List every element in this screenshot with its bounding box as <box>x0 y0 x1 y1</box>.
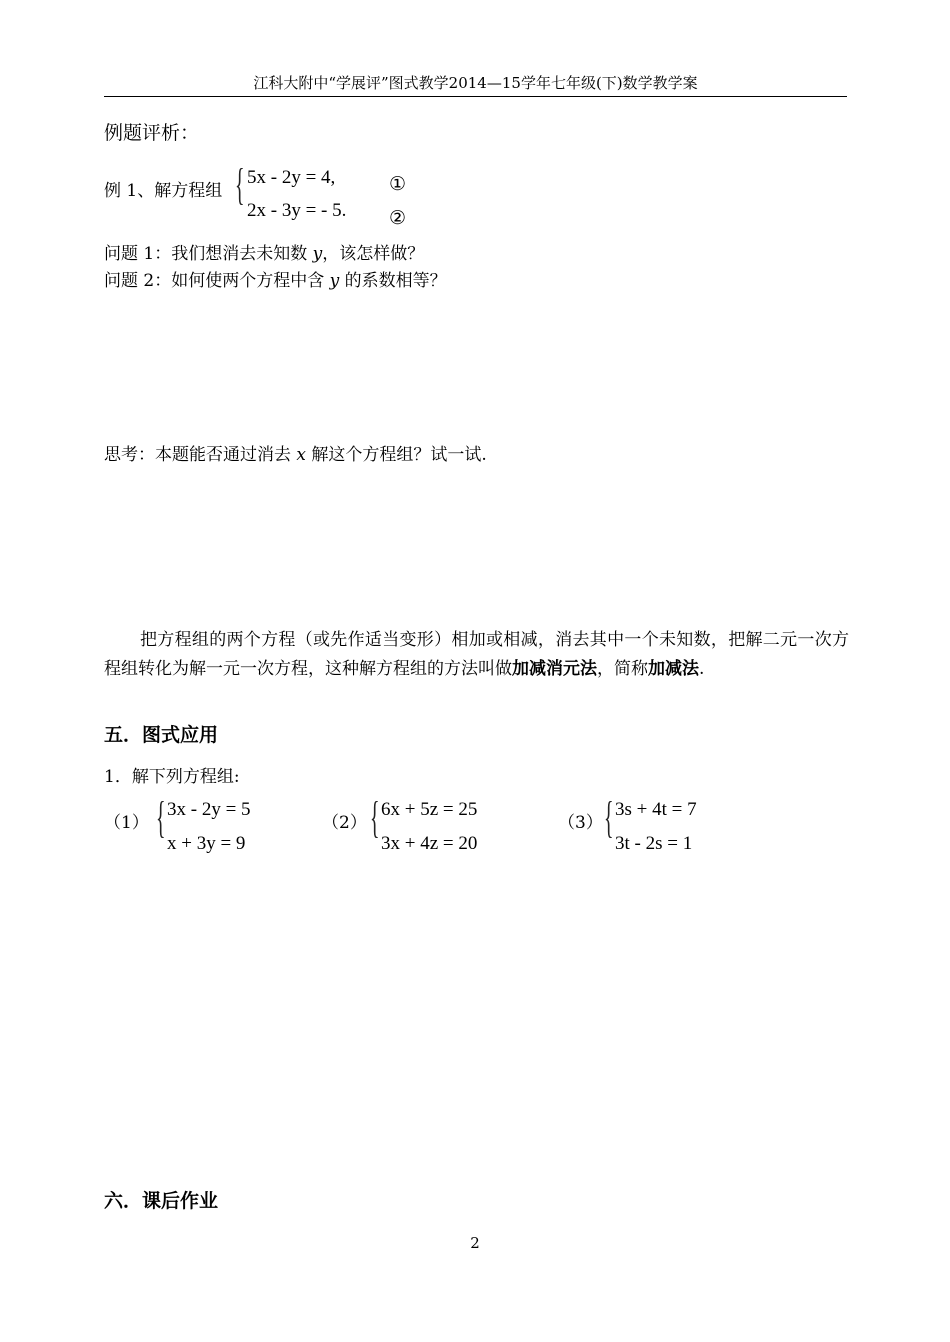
question-2-variable: y <box>329 271 340 291</box>
term-elimination-method: 加减消元法 <box>512 659 597 679</box>
think-variable: x <box>296 445 306 465</box>
section-5-heading: 五．图式应用 <box>104 724 219 746</box>
example-label: 例 1、解方程组 <box>104 181 223 201</box>
system-1-equation-1: 3x - 2y = 5 <box>167 799 251 820</box>
brace-icon: { <box>370 793 380 842</box>
question-1-prefix: 问题 1：我们想消去未知数 <box>104 244 313 264</box>
think-suffix: 解这个方程组？试一试. <box>306 445 487 465</box>
term-short-name: 加减法 <box>648 659 699 679</box>
system-3-label: （3） <box>558 813 603 833</box>
section-6-heading: 六．课后作业 <box>104 1190 219 1212</box>
page-header: 江科大附中“学展评”图式教学2014—15学年七年级(下)数学教学案 <box>253 74 698 92</box>
definition-text-3: . <box>699 659 705 679</box>
example-equation-2: 2x - 3y = - 5. <box>247 200 347 221</box>
system-3-equation-2: 3t - 2s = 1 <box>615 833 693 854</box>
question-1-variable: y <box>312 244 323 264</box>
page-number: 2 <box>470 1234 480 1252</box>
question-1-suffix: ，该怎样做？ <box>322 244 425 264</box>
task-1-instruction: 1．解下列方程组: <box>104 767 240 787</box>
question-2-prefix: 问题 2：如何使两个方程中含 <box>104 271 330 291</box>
question-2 <box>104 266 447 291</box>
question-2-suffix: 的系数相等？ <box>339 271 447 291</box>
brace-icon: { <box>235 160 245 209</box>
system-1-label: （1） <box>104 813 149 833</box>
circled-two-marker: ② <box>389 207 407 229</box>
definition-text-1: 把方程组的两个方程（或先作适当变形）相加或相减，消去其中一个未知数，把解二元一次方程组转化为解一元一次方程，这种解方程组的方法叫做 <box>104 630 849 679</box>
circled-one-marker: ① <box>389 173 407 195</box>
system-1-equation-2: x + 3y = 9 <box>167 833 246 854</box>
brace-icon: { <box>604 793 614 842</box>
definition-text-2: ，简称 <box>597 659 648 679</box>
system-2-equation-1: 6x + 5z = 25 <box>381 799 478 820</box>
system-2-equation-2: 3x + 4z = 20 <box>381 833 478 854</box>
section-heading-example: 例题评析： <box>104 122 200 144</box>
header-divider <box>104 96 847 97</box>
definition-paragraph <box>104 626 849 684</box>
brace-icon: { <box>156 793 166 842</box>
question-1 <box>104 239 424 264</box>
think-prefix: 思考：本题能否通过消去 <box>104 445 297 465</box>
example-equation-1: 5x - 2y = 4, <box>247 167 336 188</box>
think-prompt <box>104 440 487 465</box>
system-2-label: （2） <box>322 813 367 833</box>
system-3-equation-1: 3s + 4t = 7 <box>615 799 697 820</box>
